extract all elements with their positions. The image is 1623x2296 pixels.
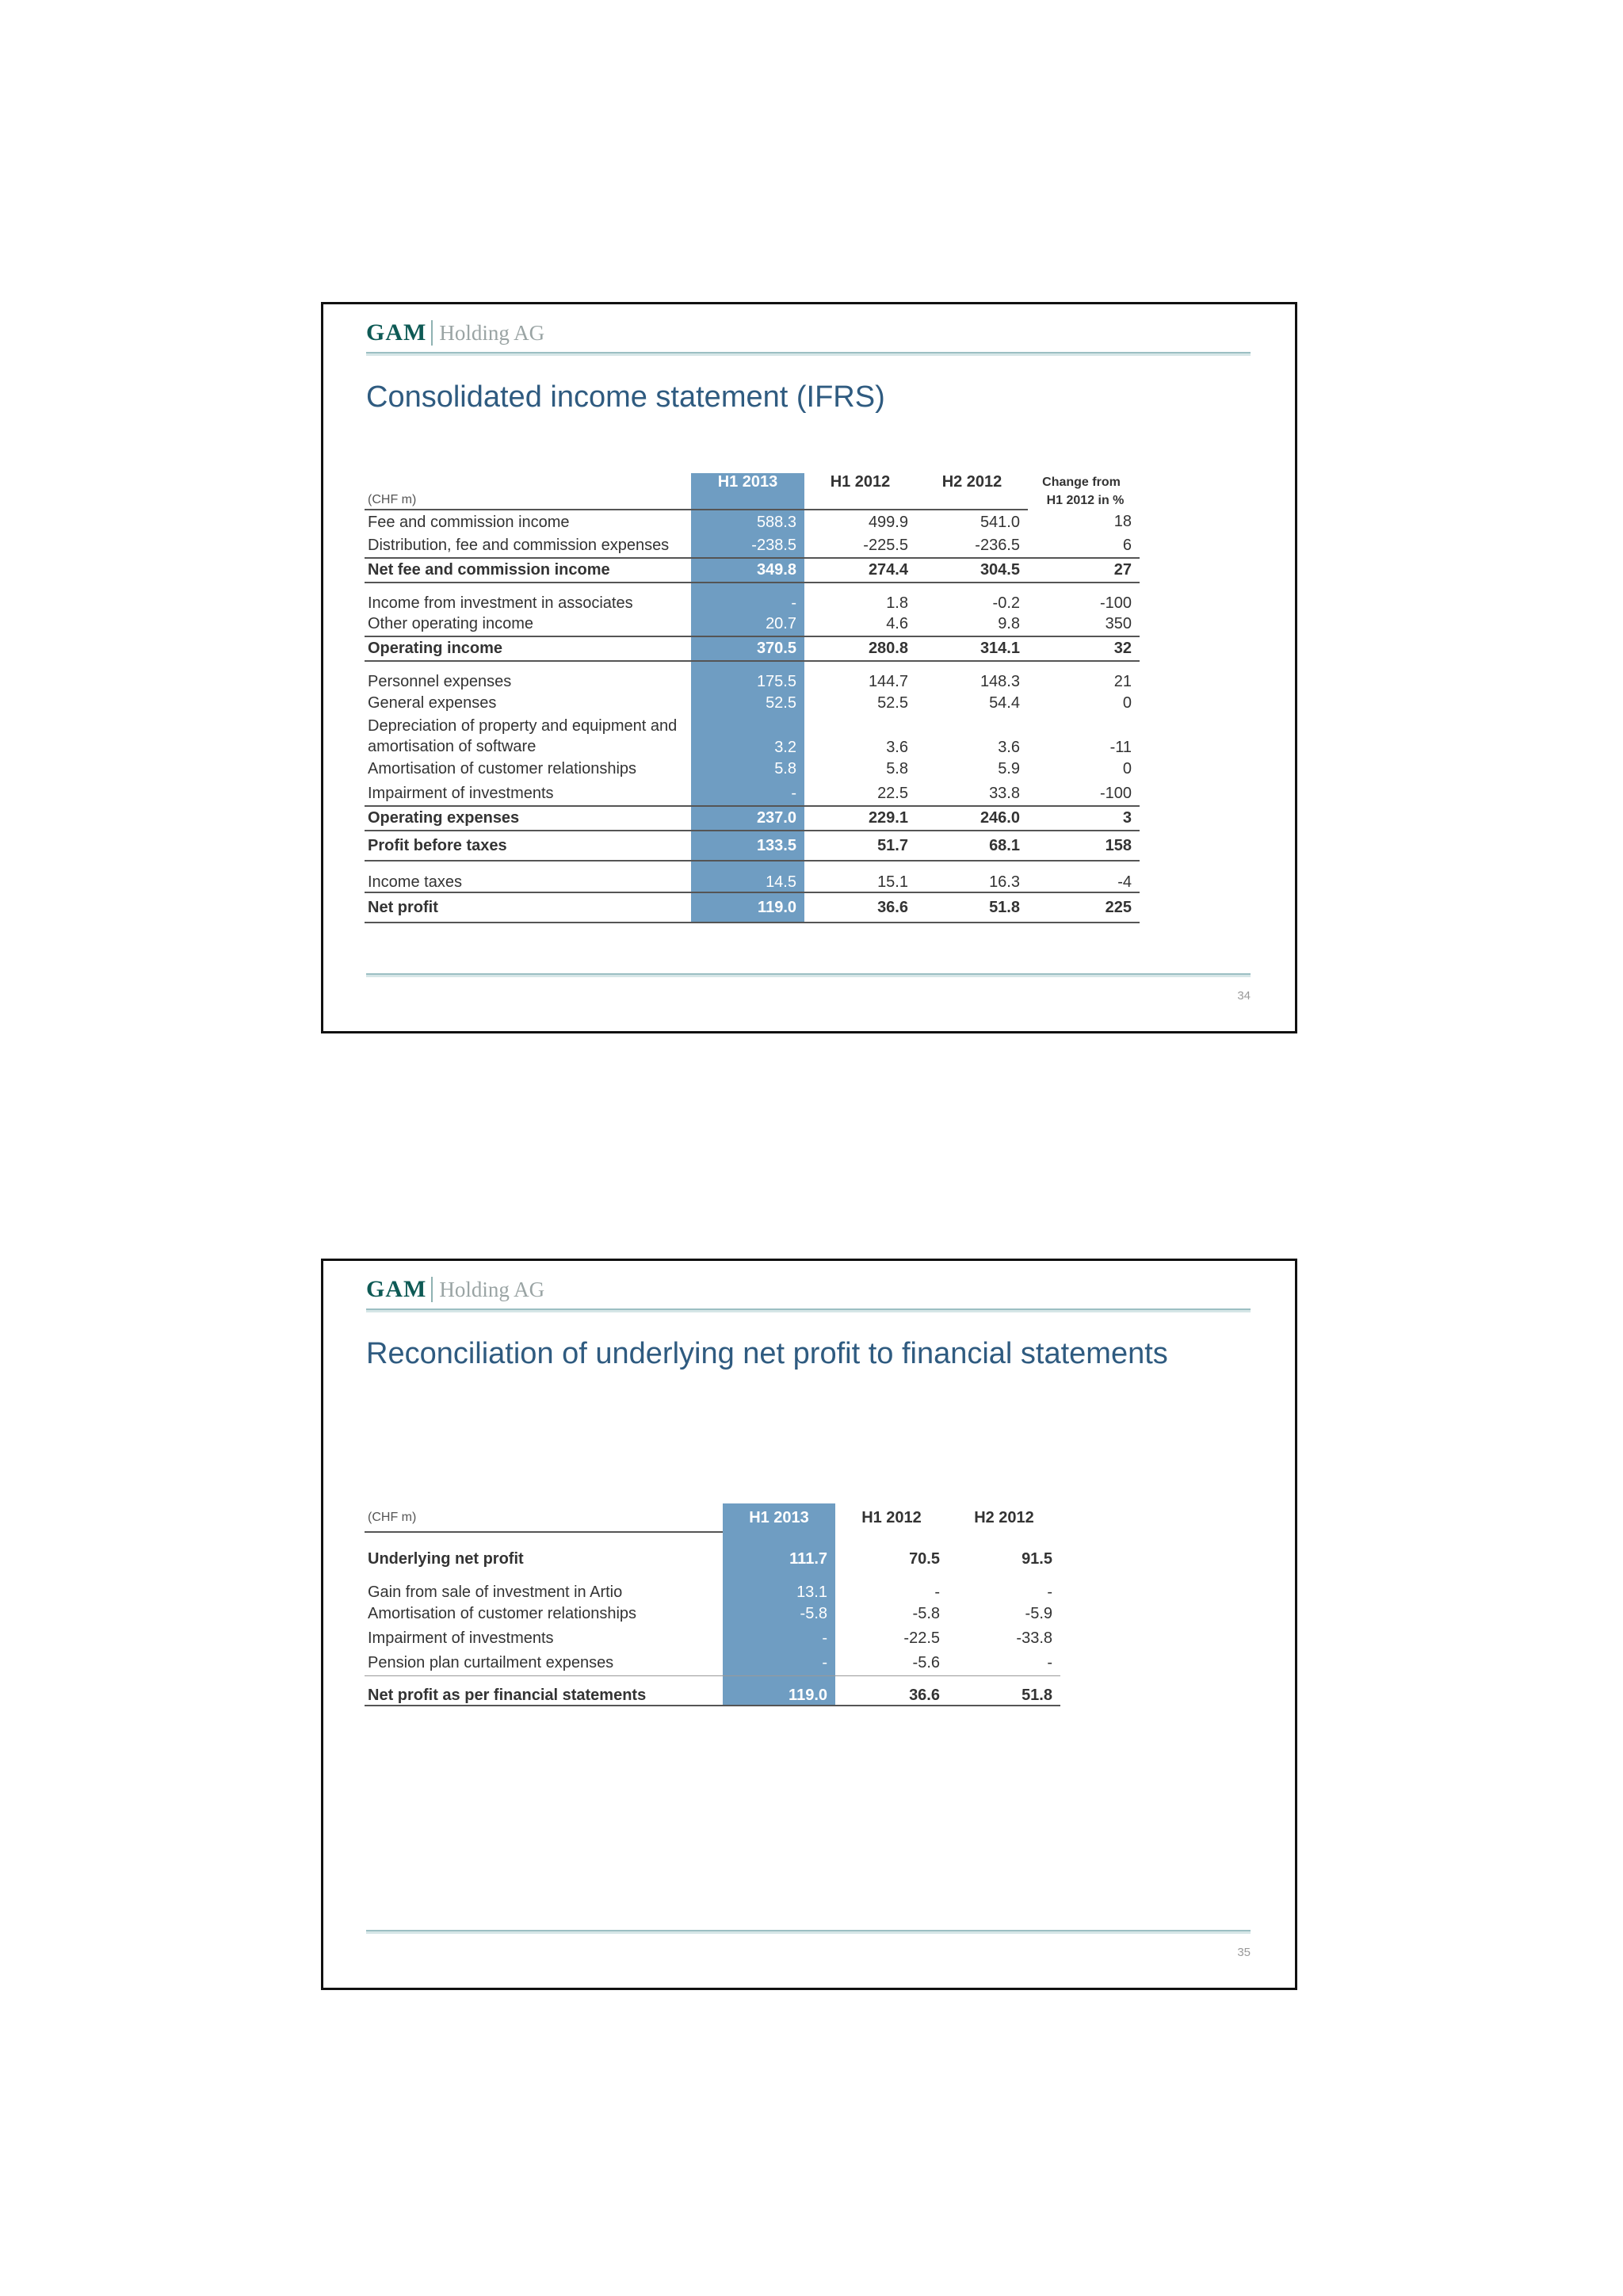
row-label: Amortisation of customer relationships (368, 760, 637, 777)
row-label: Income taxes (365, 861, 691, 892)
table-row (365, 1568, 1060, 1602)
cell-value: -100 (1028, 781, 1140, 806)
cell-value: 4.6 (804, 613, 916, 636)
cell-value: 51.8 (948, 1675, 1060, 1706)
cell-value: 54.4 (989, 694, 1020, 712)
cell-value: - (948, 1651, 1060, 1675)
footer-rule (366, 973, 1251, 977)
table-row (365, 583, 1140, 613)
table-row (365, 781, 1140, 806)
cell-value: 229.1 (804, 806, 916, 831)
row-label: Profit before taxes (365, 831, 691, 861)
table-row (365, 1602, 1060, 1626)
table-header-row (365, 1503, 1060, 1532)
cell-value: 119.0 (723, 1675, 835, 1706)
table-row (365, 1532, 1060, 1568)
table-row (365, 831, 1140, 861)
cell-value: 70.5 (909, 1550, 940, 1568)
cell-value: 52.5 (877, 694, 908, 712)
row-label: Impairment of investments (365, 781, 691, 806)
cell-value: -100 (1099, 594, 1132, 612)
row-label: Net fee and commission income (365, 558, 691, 583)
cell-value: 1.8 (886, 594, 908, 612)
column-header: H1 2012 (861, 1508, 922, 1526)
cell-value: 111.7 (723, 1532, 835, 1568)
cell-value: 15.1 (804, 861, 916, 892)
row-label: Depreciation of property and equipment and amortisation of software (368, 717, 678, 755)
cell-value: 5.9 (998, 760, 1020, 777)
row-label: Other operating income (365, 613, 691, 636)
cell-value: 237.0 (691, 806, 804, 831)
cell-value: 33.8 (916, 781, 1028, 806)
table-row (365, 892, 1140, 923)
column-header: H2 2012 (941, 473, 1002, 491)
row-label: Pension plan curtailment expenses (365, 1651, 723, 1675)
cell-value: 51.7 (804, 831, 916, 861)
cell-value: 158 (1028, 831, 1140, 861)
cell-value: -5.6 (835, 1651, 948, 1675)
footer-rule (366, 1930, 1251, 1934)
cell-value: -5.8 (723, 1602, 835, 1626)
cell-value: 304.5 (916, 558, 1028, 583)
income-statement-table (365, 473, 1140, 923)
cell-value: 246.0 (916, 806, 1028, 831)
cell-value: 3.6 (998, 739, 1020, 756)
cell-value: 5.8 (886, 760, 908, 777)
row-label: Fee and commission income (368, 513, 570, 531)
logo-separator (431, 320, 433, 346)
cell-value: 0 (1122, 760, 1132, 777)
cell-value: -5.8 (912, 1605, 940, 1622)
table-row (365, 534, 1140, 558)
reconciliation-table (365, 1503, 1060, 1706)
table-row (365, 613, 1140, 636)
page-number: 34 (1237, 989, 1251, 1003)
page-number: 35 (1237, 1946, 1251, 1959)
table-row (365, 757, 1140, 781)
slide-title: Reconciliation of underlying net profit to financial statements (366, 1337, 1168, 1370)
row-label: General expenses (368, 694, 497, 712)
cell-value: 14.5 (691, 861, 804, 892)
table-row (365, 1651, 1060, 1675)
row-label: Personnel expenses (365, 661, 691, 691)
row-label: Net profit (365, 892, 691, 923)
cell-value: 225 (1028, 892, 1140, 923)
cell-value: 314.1 (980, 640, 1020, 657)
cell-value: 349.8 (691, 558, 804, 583)
logo-holding-text: Holding AG (439, 320, 545, 345)
row-label: Income from investment in associates (368, 594, 633, 612)
slide-title: Consolidated income statement (IFRS) (366, 380, 885, 414)
cell-value: 51.8 (916, 892, 1028, 923)
column-header: H1 2013 (691, 473, 804, 491)
cell-value: 3.2 (691, 716, 804, 757)
table-row (365, 1675, 1060, 1706)
cell-value: 350 (1028, 613, 1140, 636)
cell-value: 175.5 (691, 661, 804, 691)
cell-value: 3.6 (886, 739, 908, 756)
header-rule (366, 1308, 1251, 1312)
cell-value: - (691, 583, 804, 613)
cell-value: -236.5 (916, 534, 1028, 558)
cell-value: 0 (1122, 694, 1132, 712)
table-row (365, 716, 1140, 757)
cell-value: 32 (1113, 640, 1132, 657)
cell-value: 9.8 (916, 613, 1028, 636)
cell-value: -4 (1028, 861, 1140, 892)
cell-value: 370.5 (691, 636, 804, 661)
column-header: H1 2012 in % (1046, 493, 1125, 507)
table-header-row (365, 473, 1140, 491)
cell-value: -22.5 (903, 1629, 940, 1647)
column-header: Change from (1042, 475, 1121, 489)
cell-value: - (723, 1651, 835, 1675)
table-row (365, 510, 1140, 534)
cell-value: -0.2 (992, 594, 1020, 612)
cell-value: -225.5 (804, 534, 916, 558)
table-row (365, 691, 1140, 716)
row-label: Underlying net profit (368, 1550, 524, 1568)
cell-value: 36.6 (835, 1675, 948, 1706)
slide-income-statement (321, 302, 1297, 1033)
row-label: Net profit as per financial statements (365, 1675, 723, 1706)
cell-value: 22.5 (804, 781, 916, 806)
unit-label: (CHF m) (365, 491, 691, 510)
column-header: H1 2013 (723, 1503, 835, 1532)
cell-value: - (691, 781, 804, 806)
cell-value: - (934, 1584, 940, 1601)
row-label: Operating expenses (365, 806, 691, 831)
table-row (365, 661, 1140, 691)
cell-value: 5.8 (691, 757, 804, 781)
cell-value: - (1047, 1584, 1052, 1601)
cell-value: 13.1 (723, 1568, 835, 1602)
cell-value: 52.5 (691, 691, 804, 716)
cell-value: -5.9 (1025, 1605, 1052, 1622)
logo-gam-text: GAM (366, 319, 427, 346)
row-label: Amortisation of customer relationships (368, 1605, 637, 1622)
cell-value: 119.0 (691, 892, 804, 923)
cell-value: 91.5 (1022, 1550, 1052, 1568)
column-header: H1 2012 (830, 473, 891, 491)
cell-value: 18 (1113, 513, 1132, 530)
cell-value: - (723, 1626, 835, 1651)
cell-value: 499.9 (868, 513, 908, 531)
table-unit-row (365, 491, 1140, 510)
cell-value: 36.6 (804, 892, 916, 923)
header-rule (366, 352, 1251, 356)
cell-value: 274.4 (804, 558, 916, 583)
cell-value: 68.1 (916, 831, 1028, 861)
logo-gam-text: GAM (366, 1276, 427, 1302)
cell-value: 21 (1028, 661, 1140, 691)
gam-logo (366, 319, 544, 347)
cell-value: -33.8 (1016, 1629, 1052, 1647)
table-row (365, 558, 1140, 583)
column-header: H2 2012 (974, 1508, 1034, 1526)
row-label: Impairment of investments (368, 1629, 554, 1647)
logo-separator (431, 1277, 433, 1302)
unit-label: (CHF m) (365, 1503, 723, 1532)
cell-value: 588.3 (691, 510, 804, 534)
row-label: Distribution, fee and commission expenses (365, 534, 691, 558)
cell-value: 541.0 (980, 513, 1020, 531)
gam-logo (366, 1275, 544, 1304)
cell-value: -238.5 (691, 534, 804, 558)
cell-value: 20.7 (691, 613, 804, 636)
slide-reconciliation (321, 1259, 1297, 1990)
cell-value: 16.3 (916, 861, 1028, 892)
table-row (365, 806, 1140, 831)
cell-value: 3 (1028, 806, 1140, 831)
cell-value: -11 (1109, 739, 1132, 756)
row-label: Operating income (368, 640, 503, 657)
logo-holding-text: Holding AG (439, 1277, 545, 1301)
cell-value: 27 (1028, 558, 1140, 583)
cell-value: 148.3 (916, 661, 1028, 691)
row-label: Gain from sale of investment in Artio (368, 1584, 623, 1601)
cell-value: 6 (1028, 534, 1140, 558)
table-row (365, 636, 1140, 661)
table-row (365, 861, 1140, 892)
table-row (365, 1626, 1060, 1651)
cell-value: 280.8 (868, 640, 908, 657)
cell-value: 133.5 (691, 831, 804, 861)
cell-value: 144.7 (804, 661, 916, 691)
